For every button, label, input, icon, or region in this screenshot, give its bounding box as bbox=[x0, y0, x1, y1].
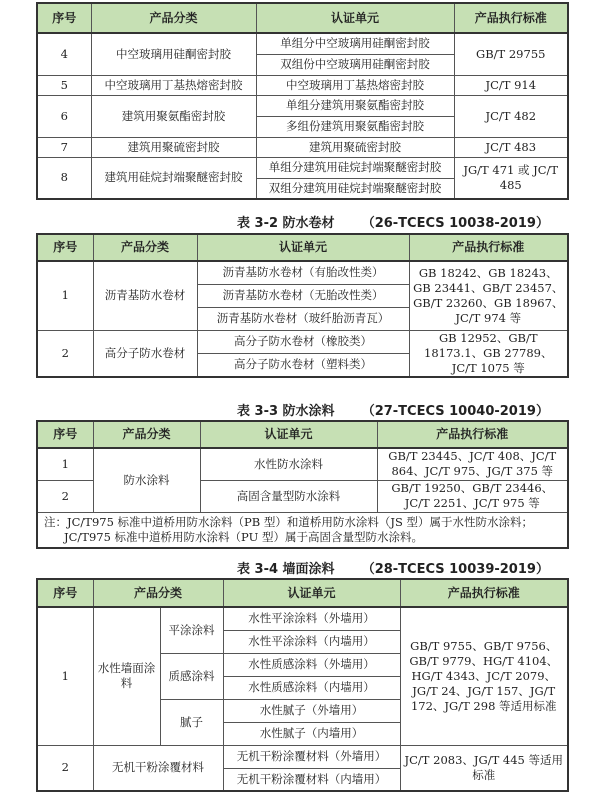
table-row: 5 中空玻璃用丁基热熔密封胶 中空玻璃用丁基热熔密封胶 JC/T 914 bbox=[37, 75, 568, 95]
sealant-table: 序号 产品分类 认证单元 产品执行标准 4 中空玻璃用硅酮密封胶 单组分中空玻璃用硅酮密封胶 GB/T 29755 双组份中空玻璃用硅酮密封胶 5 中空玻璃用丁基热熔密封胶 中空玻璃用丁基热熔密封胶 JC/T 914 6 建筑用聚氨酯密封胶 单组分建筑用聚氨酯密封胶 JC/T 482 多组份建筑用聚氨酯密封胶 7 建筑用聚硫密封胶 建筑用聚硫密封胶 JC/T 483 8 建筑用硅烷封端聚醚密封胶 单组分建筑用硅烷封端聚醚密封胶 JG/T 471 或 JC/T 485 双组分建筑用硅烷封端聚醚密封胶 bbox=[36, 2, 569, 200]
header-no: 序号 bbox=[37, 3, 91, 33]
wall-coating-table: 序号 产品分类 认证单元 产品执行标准 1 水性墙面涂料 平涂涂料 水性平涂涂料（外墙用） GB/T 9755、GB/T 9756、GB/T 9779、HG/T 4104、HG/T 4343、JC/T 2079、JG/T 24、JG/T 157、JG/T 172、JG/T 298 等适用标准 水性平涂涂料（内墙用） 质感涂料 水性质感涂料（外墙用） 水性质感涂料（内墙用） 腻子 水性腻子（外墙用） 水性腻子（内墙用） 2 无机干粉涂覆材料 无机干粉涂覆材料（外墙用） JC/T 2083、JG/T 445 等适用标准 无机干粉涂覆材料（内墙用） bbox=[36, 578, 569, 792]
header-unit: 认证单元 bbox=[256, 3, 454, 33]
table-row: 8 建筑用硅烷封端聚醚密封胶 单组分建筑用硅烷封端聚醚密封胶 JG/T 471 或 JC/T 485 bbox=[37, 157, 568, 178]
header-category: 产品分类 bbox=[91, 3, 256, 33]
header-standard: 产品执行标准 bbox=[454, 3, 568, 33]
table-3-2-caption: 表 3-2 防水卷材 （26-TCECS 10038-2019） bbox=[237, 216, 549, 231]
table-row: 1 水性墙面涂料 平涂涂料 水性平涂涂料（外墙用） GB/T 9755、GB/T 9756、GB/T 9779、HG/T 4104、HG/T 4343、JC/T 2079、JG/T 24、JG/T 157、JG/T 172、JG/T 298 等适用标准 bbox=[37, 607, 568, 630]
table-row: 2 高分子防水卷材 高分子防水卷材（橡胶类） GB 12952、GB/T 18173.1、GB 27789、JC/T 1075 等 bbox=[37, 330, 568, 353]
table-row: 2 高固含量型防水涂料 GB/T 19250、GB/T 23446、JC/T 2251、JC/T 975 等 bbox=[37, 480, 568, 512]
table-row: 7 建筑用聚硫密封胶 建筑用聚硫密封胶 JC/T 483 bbox=[37, 137, 568, 157]
table-note-row bbox=[37, 512, 568, 548]
table-row: 1 防水涂料 水性防水涂料 GB/T 23445、JC/T 408、JC/T 864、JC/T 975、JG/T 375 等 bbox=[37, 448, 568, 480]
table-row: 2 无机干粉涂覆材料 无机干粉涂覆材料（外墙用） JC/T 2083、JG/T 445 等适用标准 bbox=[37, 745, 568, 768]
table-3-3-caption: 表 3-3 防水涂料 （27-TCECS 10040-2019） bbox=[237, 404, 549, 419]
table-row: 1 沥青基防水卷材 沥青基防水卷材（有胎改性类） GB 18242、GB 18243、GB 23441、GB/T 23457、GB/T 23260、GB 18967、JC/T 974 等 bbox=[37, 261, 568, 284]
table-3-4-caption: 表 3-4 墙面涂料 （28-TCECS 10039-2019） bbox=[237, 562, 549, 577]
table-row: 4 中空玻璃用硅酮密封胶 单组分中空玻璃用硅酮密封胶 GB/T 29755 bbox=[37, 33, 568, 54]
waterproof-coating-table: 序号 产品分类 认证单元 产品执行标准 1 防水涂料 水性防水涂料 GB/T 23445、JC/T 408、JC/T 864、JC/T 975、JG/T 375 等 2 高固含量型防水涂料 GB/T 19250、GB/T 23446、JC/T 2251、JC/T 975 等 注：JC/T975 标准中道桥用防水涂料（PB 型）和道桥用防水涂料（JS 型）属于水性防水涂料； JC/T975 标准中道桥用防水涂料（PU 型）属于高固含量型防水涂料。 bbox=[36, 420, 569, 549]
waterproof-membrane-table: 序号 产品分类 认证单元 产品执行标准 1 沥青基防水卷材 沥青基防水卷材（有胎改性类） GB 18242、GB 18243、GB 23441、GB/T 23457、GB/T 23260、GB 18967、JC/T 974 等 沥青基防水卷材（无胎改性类） 沥青基防水卷材（玻纤胎沥青瓦） 2 高分子防水卷材 高分子防水卷材（橡胶类） GB 12952、GB/T 18173.1、GB 27789、JC/T 1075 等 高分子防水卷材（塑料类） bbox=[36, 233, 569, 378]
note-line-1: 注：JC/T975 标准中道桥用防水涂料（PB 型）和道桥用防水涂料（JS 型）属于水性防水涂料； bbox=[44, 514, 534, 529]
note-line-2: JC/T975 标准中道桥用防水涂料（PU 型）属于高固含量型防水涂料。 bbox=[64, 529, 423, 544]
table-row: 6 建筑用聚氨酯密封胶 单组分建筑用聚氨酯密封胶 JC/T 482 bbox=[37, 95, 568, 116]
